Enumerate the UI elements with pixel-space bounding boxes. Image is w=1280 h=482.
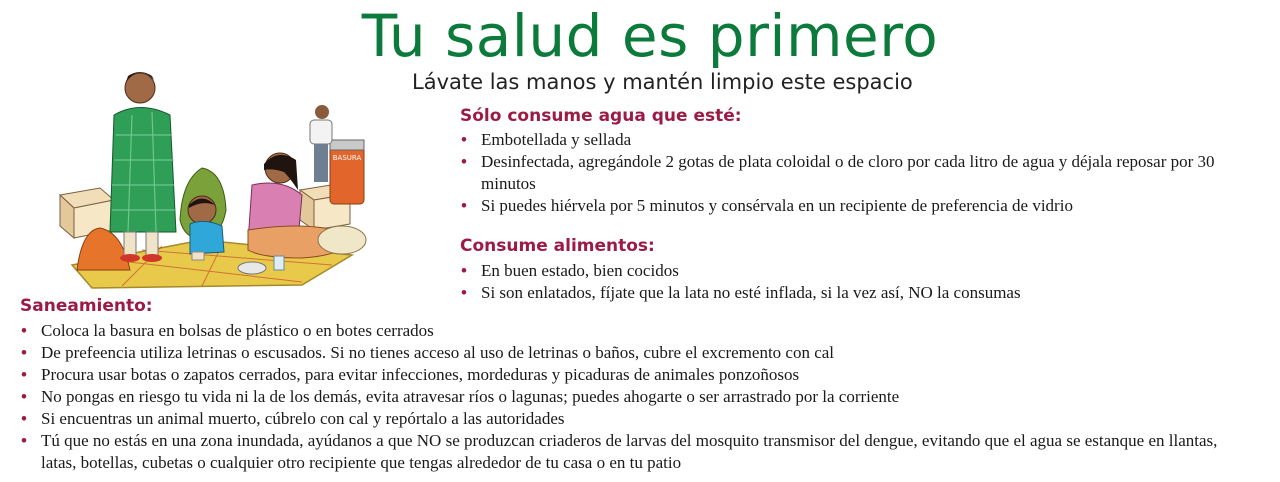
list-item: • En buen estado, bien cocidos — [459, 260, 1259, 282]
list-item: • No pongas en riesgo tu vida ni la de los demás, evita atravesar ríos o lagunas; puedes ahogarte o ser arrastrado por la corriente — [19, 386, 1234, 408]
cup — [274, 256, 284, 270]
sanitation-heading: Saneamiento: — [20, 296, 153, 316]
list-item: • De prefeencia utiliza letrinas o escusados. Si no tienes acceso al uso de letrinas o baños, cubre el excremento con cal — [19, 342, 1234, 364]
list-item: • Procura usar botas o zapatos cerrados, para evitar infecciones, mordeduras y picaduras de animales ponzoñosos — [19, 364, 1234, 386]
list-item: • Si encuentras un animal muerto, cúbrelo con cal y repórtalo a las autoridades — [19, 408, 1234, 430]
water-heading: Sólo consume agua que esté: — [460, 106, 742, 126]
list-item: • Desinfectada, agregándole 2 gotas de plata coloidal o de cloro por cada litro de agua y déjala reposar por 30 minutos — [459, 151, 1259, 195]
food-list — [459, 260, 1259, 304]
page-subtitle: Lávate las manos y mantén limpio este espacio — [412, 70, 913, 94]
trash-barrel — [330, 140, 364, 204]
family-illustration — [52, 60, 372, 290]
man-background — [310, 105, 332, 182]
list-item: • Embotellada y sellada — [459, 129, 1259, 151]
list-item: • Si son enlatados, fíjate que la lata no esté inflada, si la vez así, NO la consumas — [459, 282, 1259, 304]
list-item: • Si puedes hiérvela por 5 minutos y consérvala en un recipiente de preferencia de vidrio — [459, 195, 1259, 217]
barrel-label: BASURA — [332, 154, 362, 162]
list-item: • Coloca la basura en bolsas de plástico o en botes cerrados — [19, 320, 1234, 342]
water-list — [459, 129, 1259, 217]
list-item: • Tú que no estás en una zona inundada, ayúdanos a que NO se produzcan criaderos de larvas del mosquito transmisor del dengue, evitando que el agua se estanque en llantas, latas, botellas, cubetas o cualquier otro recipiente que tengas alrededor de tu casa o en tu patio — [19, 430, 1234, 474]
sanitation-list — [19, 320, 1234, 474]
food-heading: Consume alimentos: — [460, 236, 655, 256]
page-title: Tu salud es primero — [361, 2, 939, 70]
standing-man — [110, 72, 176, 262]
bowl — [238, 262, 266, 274]
